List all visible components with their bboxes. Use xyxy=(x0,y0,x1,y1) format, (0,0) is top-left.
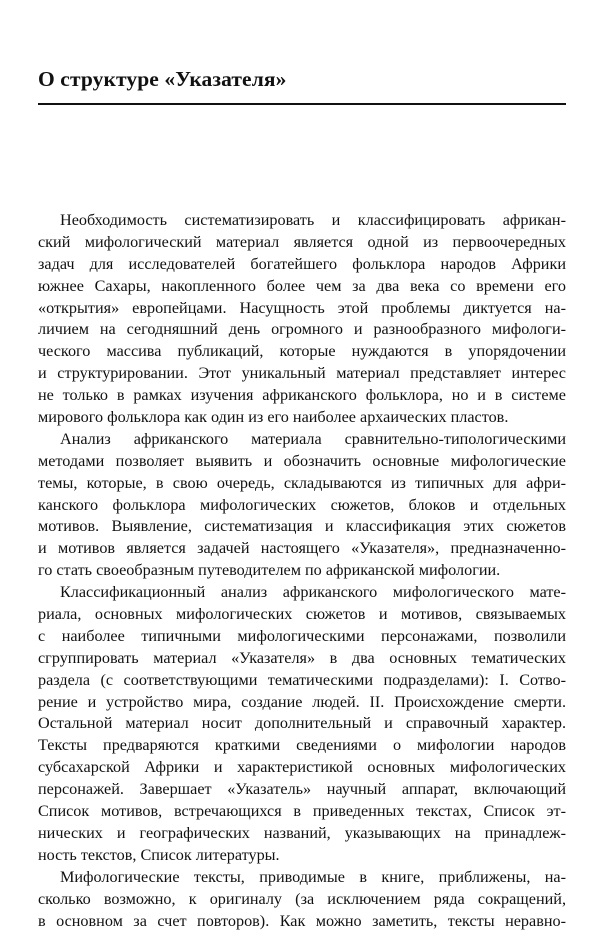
text-line: не только в рамках изучения африканского фольклора, но и в системе xyxy=(38,385,566,407)
section-heading: О структуре «Указателя» xyxy=(38,66,286,92)
text-line: и мотивов является задачей настоящего «Указателя», предназначенно- xyxy=(38,538,566,560)
paragraph-3 xyxy=(38,582,566,867)
text-line: методами позволяет выявить и обозначить основные мифологические xyxy=(38,451,566,473)
body-text xyxy=(38,210,566,932)
text-line: и структурировании. Этот уникальный материал представляет интерес xyxy=(38,363,566,385)
text-line: с наиболее типичными мифологическими персонажами, позволили xyxy=(38,626,566,648)
text-line: Список мотивов, встречающихся в приведенных текстах, Список эт- xyxy=(38,801,566,823)
text-line: ский мифологический материал является одной из первоочередных xyxy=(38,232,566,254)
text-line: Классификационный анализ африканского мифологического мате- xyxy=(38,582,566,604)
text-line: темы, которые, в свою очередь, складываются из типичных для афри- xyxy=(38,473,566,495)
text-line: риала, основных мифологических сюжетов и мотивов, связываемых xyxy=(38,604,566,626)
text-line: ность текстов, Список литературы. xyxy=(38,845,566,867)
text-line: Мифологические тексты, приводимые в книге, приближены, на- xyxy=(38,867,566,889)
text-line: «открытия» европейцами. Насущность этой проблемы диктуется на- xyxy=(38,298,566,320)
text-line: мирового фольклора как один из его наиболее архаических пластов. xyxy=(38,407,566,429)
text-line: канского фольклора мифологических сюжетов, блоков и отдельных xyxy=(38,495,566,517)
text-line: раздела (с соответствующими тематическими подразделами): I. Сотво- xyxy=(38,670,566,692)
text-line: в основном за счет повторов). Как можно заметить, тексты неравно- xyxy=(38,911,566,932)
text-line: ческого массива публикаций, которые нуждаются в упорядочении xyxy=(38,341,566,363)
text-line: сгруппировать материал «Указателя» в два основных тематических xyxy=(38,648,566,670)
text-line: Необходимость систематизировать и классифицировать африкан- xyxy=(38,210,566,232)
paragraph-1 xyxy=(38,210,566,429)
paragraph-2 xyxy=(38,429,566,582)
paragraph-4 xyxy=(38,867,566,932)
text-line: Остальной материал носит дополнительный и справочный характер. xyxy=(38,713,566,735)
text-line: го стать своеобразным путеводителем по африканской мифологии. xyxy=(38,560,566,582)
text-line: сколько возможно, к оригиналу (за исключением ряда сокращений, xyxy=(38,889,566,911)
text-line: персонажей. Завершает «Указатель» научный аппарат, включающий xyxy=(38,779,566,801)
text-line: личием на сегодняшний день огромного и разнообразного мифологи- xyxy=(38,319,566,341)
text-line: субсахарской Африки и характеристикой основных мифологических xyxy=(38,757,566,779)
text-line: южнее Сахары, накопленного более чем за два века со времени его xyxy=(38,276,566,298)
text-line: Анализ африканского материала сравнительно-типологическими xyxy=(38,429,566,451)
text-line: мотивов. Выявление, систематизация и классификация этих сюжетов xyxy=(38,516,566,538)
text-line: рение и устройство мира, создание людей. II. Происхождение смерти. xyxy=(38,692,566,714)
text-line: Тексты предваряются краткими сведениями о мифологии народов xyxy=(38,735,566,757)
text-line: задач для исследователей богатейшего фольклора народов Африки xyxy=(38,254,566,276)
heading-underline-rule xyxy=(38,103,566,105)
text-line: нических и географических названий, указывающих на принадлеж- xyxy=(38,823,566,845)
